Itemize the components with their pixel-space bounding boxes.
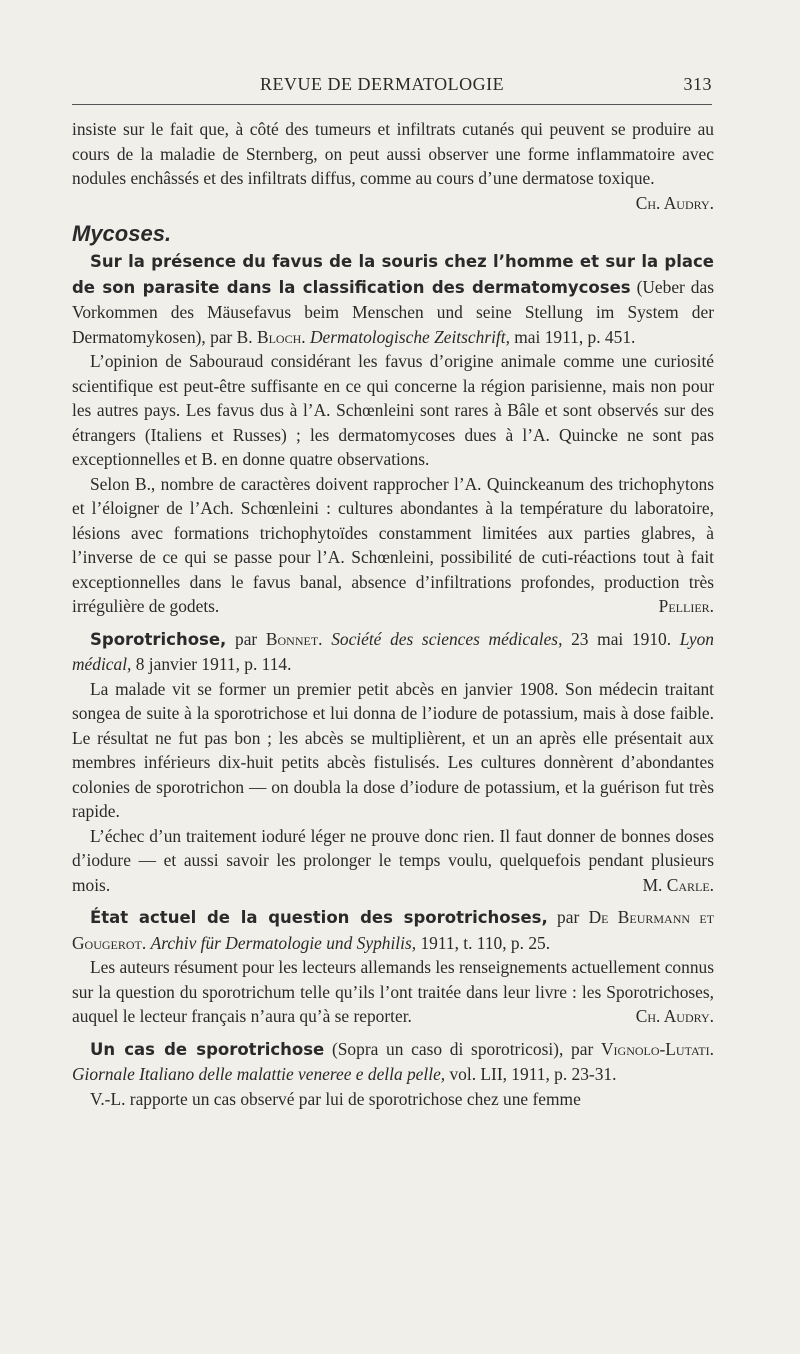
header-rule	[72, 104, 712, 105]
author: Bonnet	[265, 628, 319, 649]
paragraph: L’échec d’un traitement ioduré léger ne prouve donc rien. Il faut donner de bonnes doses d’iodure — et aussi savoir les prolonger le temps voulu, quelquefois pendant plusieurs mois. M. Carle.	[72, 824, 714, 898]
article-heading: État actuel de la question des sporotrichoses, par De Beurmann et Gougerot. Archiv für Dermatologie und Syphilis, 1911, t. 110, p. 25.	[72, 907, 715, 953]
page-body	[72, 117, 714, 1111]
paragraph-continued: insiste sur le fait que, à côté des tumeurs et infiltrats cutanés qui peuvent se produire au cours de la maladie de Sternberg, on peut aussi observer une forme inflammatoire avec nodules enchâssés et des infiltrats diffus, comme au cours d’une dermatose toxique. Ch. Audry.	[72, 117, 714, 215]
signature: Ch. Audry.	[635, 1006, 714, 1026]
author: Bloch	[256, 326, 302, 347]
journal-ref: Lyon médical,	[72, 628, 714, 674]
signature: Ch. Audry.	[635, 192, 714, 213]
author: De Beurmann et Gougerot	[72, 907, 715, 953]
paragraph: L’opinion de Sabouraud considérant les favus d’origine animale comme une curiosité scientifique est peut-être suffisante en ce qui concerne la région parisienne, mais non pour les autres pays. Les favus dus à l’A. Schœnleini sont rares à Bâle et sont observés sur des étrangers (Italiens et Russes) ; les dermatomycoses dues à l’A. Quincke ne sont pas exceptionnelles et B. en donne quatre observations.	[72, 351, 714, 469]
paragraph: La malade vit se former un premier petit abcès en janvier 1908. Son médecin traitant songea de suite à la sporotrichose et lui donna de l’iodure de potassium, mais à dose faible. Le résultat ne fut pas bon ; les abcès se multiplièrent, et un an après elle présentait aux membres inférieurs dix-huit petits abcès fistulisés. Les cultures donnèrent d’abondantes colonies de sporotrichon — on doubla la dose d’iodure de potassium, et la guérison fut très rapide.	[72, 678, 714, 821]
article-title: Un cas de sporotrichose	[90, 1039, 325, 1059]
author: Vignolo-Lutati	[600, 1038, 710, 1059]
article-heading: Un cas de sporotrichose (Sopra un caso di sporotricosi), par Vignolo-Lutati. Giornale Italiano delle malattie veneree e della pelle, vol. LII, 1911, p. 23-31.	[72, 1038, 714, 1084]
journal-ref: Dermatologische Zeitschrift,	[309, 326, 510, 347]
society-ref: Société des sciences médicales,	[331, 628, 563, 649]
paragraph: Les auteurs résument pour les lecteurs allemands les renseignements actuellement connus sur la question du sporotrichum telle qu’ils l’ont traitée dans leur livre : les Sporotrichoses, auquel le lecteur français n’aura qu’à se reporter. Ch. Audry.	[72, 955, 714, 1029]
journal-ref: Giornale Italiano delle malattie veneree e della pelle,	[72, 1064, 446, 1084]
section-heading: Mycoses.	[72, 221, 172, 246]
paragraph: V.-L. rapporte un cas observé par lui de sporotrichose chez une femme	[90, 1088, 581, 1109]
article-title: Sporotrichose,	[90, 629, 227, 649]
paragraph: Selon B., nombre de caractères doivent rapprocher l’A. Quinckeanum des trichophytons et l’éloigner de l’Ach. Schœnleini : cultures abondantes à la température du laboratoire, lésions avec formations trichophytoïdes constamment limitées aux parties glabres, à l’inverse de ce qui se passe pour l’A. Schœnleini, possibilité de cuti-réactions tout à fait exceptionnelles dans le favus banal, absence d’infiltrations profondes, production très irrégulière de godets. Pellier.	[72, 472, 714, 619]
signature: M. Carle.	[642, 874, 714, 895]
article-heading: Sporotrichose, par Bonnet. Société des sciences médicales, 23 mai 1910. Lyon médical, 8 janvier 1911, p. 114.	[72, 628, 714, 674]
journal-ref: Archiv für Dermatologie und Syphilis,	[150, 932, 417, 953]
journal-title: REVUE DE DERMATOLOGIE	[260, 74, 505, 94]
running-header	[72, 70, 712, 98]
article-heading: Sur la présence du favus de la souris chez l’homme et sur la place de son parasite dans la classification des dermatomycoses (Ueber das Vorkommen des Mäusefavus beim Menschen und seine Stellung im System der Dermatomykosen), par B. Bloch. Dermatologische Zeitschrift, mai 1911, p. 451.	[72, 252, 714, 347]
article-title: Sur la présence du favus de la souris chez l’homme et sur la place de son parasite dans la classification des dermatomycoses	[72, 252, 714, 297]
signature: Pellier.	[658, 596, 714, 616]
article-title: État actuel de la question des sporotrichoses,	[90, 908, 548, 927]
page-number: 313	[683, 74, 712, 94]
